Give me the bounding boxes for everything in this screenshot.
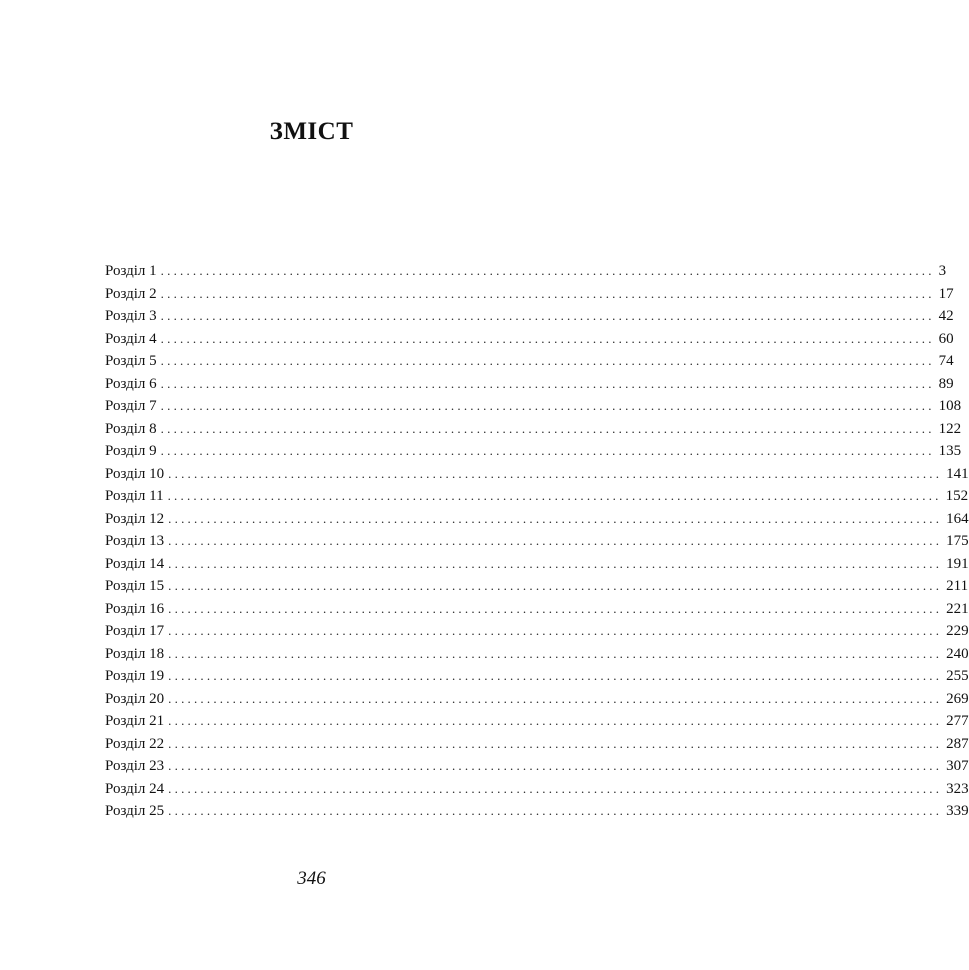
toc-entry-page: 175 [946, 533, 969, 549]
toc-dot-leader: ........................................................................................................................ [160, 263, 935, 278]
toc-dot-leader: ........................................................................................................................ [168, 533, 943, 548]
toc-entry-page: 164 [946, 510, 969, 527]
toc-entry [105, 733, 969, 756]
toc-dot-leader: ........................................................................................................................ [160, 285, 935, 301]
toc-entry-page: 135 [938, 443, 962, 459]
toc-entry-label: Розділ 24 [105, 780, 165, 797]
toc-entry-page: 211 [946, 578, 969, 594]
toc-entry-label: Розділ 15 [105, 578, 165, 594]
toc-dot-leader: ........................................................................................................................ [160, 308, 935, 323]
toc-entry-page: 108 [938, 398, 962, 414]
toc-entry-label: Розділ 14 [105, 555, 165, 572]
toc-entry [105, 260, 947, 283]
toc-entry-label: Розділ 21 [105, 713, 165, 729]
toc-entry-page: 307 [946, 758, 969, 774]
toc-entry-label: Розділ 25 [105, 803, 165, 819]
toc-entry [105, 800, 969, 823]
toc-entry-label: Розділ 6 [105, 375, 157, 392]
toc-entry [105, 530, 969, 553]
toc-entry-page: 3 [938, 263, 947, 279]
toc-entry [105, 328, 954, 351]
toc-entry [105, 373, 954, 396]
toc-entry-label: Розділ 5 [105, 353, 157, 369]
toc-entry-page: 152 [945, 488, 969, 504]
toc-entry [105, 508, 969, 531]
toc-entry [105, 598, 969, 621]
toc-dot-leader: ........................................................................................................................ [168, 578, 943, 593]
toc-dot-leader: ........................................................................................................................ [168, 713, 943, 728]
toc-entry-page: 255 [946, 668, 969, 684]
toc-entry [105, 665, 969, 688]
toc-entry-page: 122 [938, 420, 962, 437]
toc-entry-label: Розділ 18 [105, 645, 165, 662]
toc-entry-page: 269 [946, 690, 969, 707]
toc-dot-leader: ........................................................................................................................ [168, 555, 943, 571]
toc-entry-page: 17 [938, 285, 954, 302]
toc-dot-leader: ........................................................................................................................ [168, 690, 943, 706]
toc-entry-label: Розділ 16 [105, 600, 165, 617]
toc-entry [105, 440, 962, 463]
toc-entry-label: Розділ 19 [105, 668, 165, 684]
toc-entry-label: Розділ 4 [105, 330, 157, 347]
toc-entry-label: Розділ 10 [105, 465, 165, 482]
toc-entry [105, 463, 969, 486]
toc-entry-page: 287 [946, 735, 969, 752]
toc-entry-page: 60 [938, 330, 954, 347]
toc-dot-leader: ........................................................................................................................ [168, 600, 943, 616]
toc-dot-leader: ........................................................................................................................ [168, 735, 943, 751]
toc-dot-leader: ........................................................................................................................ [160, 443, 935, 458]
toc-dot-leader: ........................................................................................................................ [160, 420, 935, 436]
toc-dot-leader: ........................................................................................................................ [168, 645, 943, 661]
toc-entry-label: Розділ 9 [105, 443, 157, 459]
toc-dot-leader: ........................................................................................................................ [168, 780, 943, 796]
toc-entry-label: Розділ 2 [105, 285, 157, 302]
toc-entry-page: 240 [946, 645, 969, 662]
toc-entry-label: Розділ 3 [105, 308, 157, 324]
toc-entry [105, 418, 962, 441]
toc-entry [105, 395, 962, 418]
toc-entry-page: 89 [938, 375, 954, 392]
toc-entry [105, 553, 969, 576]
toc-entry [105, 755, 969, 778]
toc-entry-page: 191 [946, 555, 969, 572]
toc-dot-leader: ........................................................................................................................ [168, 758, 943, 773]
page-number: 346 [297, 868, 326, 889]
toc-entry [105, 305, 954, 328]
toc-dot-leader: ........................................................................................................................ [168, 623, 943, 638]
toc-entry-page: 221 [946, 600, 969, 617]
toc-dot-leader: ........................................................................................................................ [168, 465, 943, 481]
toc-entry-label: Розділ 12 [105, 510, 165, 527]
toc-entry [105, 688, 969, 711]
toc-entry [105, 643, 969, 666]
toc-dot-leader: ........................................................................................................................ [168, 668, 943, 683]
toc-dot-leader: ........................................................................................................................ [160, 398, 935, 413]
toc-entry [105, 778, 969, 801]
toc-entry-label: Розділ 8 [105, 420, 157, 437]
toc-entry-label: Розділ 1 [105, 263, 157, 279]
toc-entry [105, 283, 954, 306]
toc-dot-leader: ........................................................................................................................ [168, 803, 943, 818]
toc-entry-label: Розділ 7 [105, 398, 157, 414]
toc-entry [105, 350, 954, 373]
toc-entry [105, 620, 969, 643]
toc-entry [105, 575, 969, 598]
toc-entry-page: 74 [938, 353, 954, 369]
toc-entry-label: Розділ 23 [105, 758, 165, 774]
toc-dot-leader: ........................................................................................................................ [160, 375, 935, 391]
toc-dot-leader: ........................................................................................................................ [167, 488, 942, 503]
table-of-contents [105, 260, 969, 823]
toc-dot-leader: ........................................................................................................................ [160, 330, 935, 346]
toc-entry-label: Розділ 20 [105, 690, 165, 707]
toc-entry-label: Розділ 17 [105, 623, 165, 639]
toc-dot-leader: ........................................................................................................................ [168, 510, 943, 526]
toc-entry-label: Розділ 13 [105, 533, 165, 549]
toc-entry-page: 323 [946, 780, 969, 797]
toc-entry-page: 42 [938, 308, 954, 324]
toc-entry [105, 710, 969, 733]
toc-entry-page: 339 [946, 803, 969, 819]
toc-entry-page: 229 [946, 623, 969, 639]
toc-dot-leader: ........................................................................................................................ [160, 353, 935, 368]
toc-entry-label: Розділ 22 [105, 735, 165, 752]
toc-entry [105, 485, 969, 508]
page-title: ЗМІСТ [269, 118, 354, 145]
toc-entry-label: Розділ 11 [105, 488, 164, 504]
toc-entry-page: 141 [946, 465, 969, 482]
toc-entry-page: 277 [946, 713, 969, 729]
